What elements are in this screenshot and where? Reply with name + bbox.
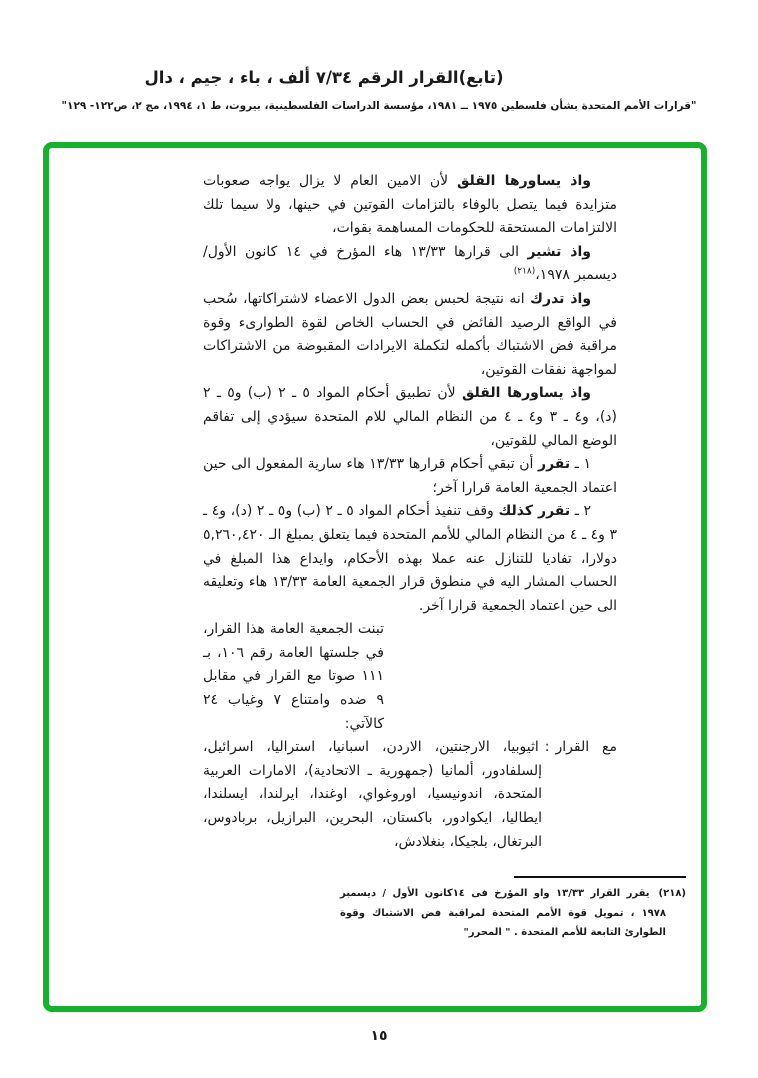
paragraph-text: انه نتيجة لحبس بعض الدول الاعضاء لاشتراكاتها، سُحب في الواقع الرصيد الفائض في الحساب الخاص لقوة الطوارىء وقوة مراقبة فض الاشتباك بأكمله لتكملة الايرادات المقبوضة من الاشتراكات لمواجهة نفقات القوتين، [203, 290, 617, 378]
preamble-paragraph [203, 241, 617, 288]
paragraph-lead: واذ يساورها القلق [456, 173, 591, 189]
preamble-paragraph [203, 288, 617, 382]
paragraph-text: وقف تنفيذ أحكام المواد ٥ ـ ٢ (ب) و٥ ـ ٢ (د)، و٤ ـ ٣ و٤ ـ ٤ من النظام المالي للأمم المتحدة فيما يتعلق بمبلغ الـ ٥,٢٦٠,٤٢٠ دولارا، تفاديا للتنازل عنه عملا بهذه الأحكام، وايداع هذا المبلغ في الحساب المشار اليه في منطوق قرار الجمعية العامة ١٣/٣٣ هاء وتعليقه الى حين اعتماد الجمعية قرارا آخر. [203, 503, 617, 614]
footnote-reference: (٢١٨) [513, 266, 536, 277]
vote-list-colon: : [544, 739, 550, 756]
operative-paragraph-2 [203, 500, 617, 618]
vote-list-label: مع القرار [555, 739, 617, 756]
paragraph-text: الى قرارها ١٣/٣٣ هاء المؤرخ في ١٤ كانون الأول/ ديسمبر ١٩٧٨، [203, 243, 617, 284]
paragraph-lead: واذ تدرك [530, 290, 592, 307]
resolution-text [203, 170, 617, 854]
source-citation: "قرارات الأمم المتحدة بشأن فلسطين ١٩٧٥ ــ ١٩٨١، مؤسسة الدراسات الفلسطينية، بيروت، ط ١، ١٩٩٤، مج ٢، ص١٢٢- ١٢٩" [61, 100, 697, 112]
green-border-frame [43, 142, 707, 1012]
paragraph-text: لأن تطبيق أحكام المواد ٥ ـ ٢ (ب) و٥ ـ ٢ (د)، و٤ ـ ٣ و٤ ـ ٤ من النظام المالي للام المتحدة سيؤدي إلى تفاقم الوضع المالي للقوتين، [203, 385, 617, 449]
adoption-note: تبنت الجمعية العامة هذا القرار، في جلستها العامة رقم ١٠٦، بـ ١١١ صوتا مع القرار في مقابل ٩ ضده وامتناع ٧ وغياب ٢٤ كالآتي: [203, 621, 385, 732]
footnote-separator [514, 876, 686, 878]
preamble-paragraph [203, 170, 617, 241]
footnote-text [340, 884, 686, 943]
operative-paragraph-1 [203, 453, 617, 500]
page-number: ١٥ [370, 1028, 388, 1044]
footnote-body: يقرر القرار ١٣/٣٣ واو المؤرخ فى ١٤كانون الأول / ديسمبر ١٩٧٨ ، تمويل قوة الأمم المتحدة لمراقبة فض الاشتباك وقوة الطوارئ التابعة للأمم المتحدة . " المحرر" [340, 888, 666, 938]
paragraph-number: ٢ ـ [574, 503, 591, 520]
paragraph-lead: واذ يساورها القلق [461, 385, 591, 402]
footnote-number: (٢١٨) [658, 888, 686, 899]
paragraph-number: ١ ـ [574, 456, 591, 473]
page-title: (تابع)القرار الرقم ٧/٣٤ ألف ، باء ، جيم ، دال [144, 68, 504, 87]
footnote-block [340, 876, 686, 943]
preamble-paragraph [203, 382, 617, 453]
paragraph-text: أن تبقي أحكام قرارها ١٣/٣٣ هاء سارية المفعول الى حين اعتماد الجمعية العامة قرارا آخر؛ [203, 456, 617, 496]
paragraph-lead: واذ تشير [527, 243, 591, 260]
paragraph-lead: تقرر [538, 456, 571, 473]
paragraph-lead: تقرر كذلك [498, 503, 571, 520]
vote-list-countries: اثيوبيا، الارجنتين، الاردن، اسبانيا، استراليا، اسرائيل، إلسلفادور، ألمانيا (جمهورية ـ الاتحادية)، الامارات العربية المتحدة، اندونيسيا، اوروغواي، اوغندا، ايرلندا، ايسلندا، ايطاليا، ايكوادور، باكستان، البحرين، البرازيل، بربادوس، البرتغال، بلجيكا، بنغلادش، [203, 739, 542, 850]
paragraph-text: لأن الامين العام لا يزال يواجه صعوبات متزايدة فيما يتصل بالوفاء بالتزامات القوتين في حينها، ولا سيما تلك الالتزامات المستحقة للحكومات المساهمة بقوات، [203, 173, 617, 237]
vote-list [203, 736, 617, 854]
